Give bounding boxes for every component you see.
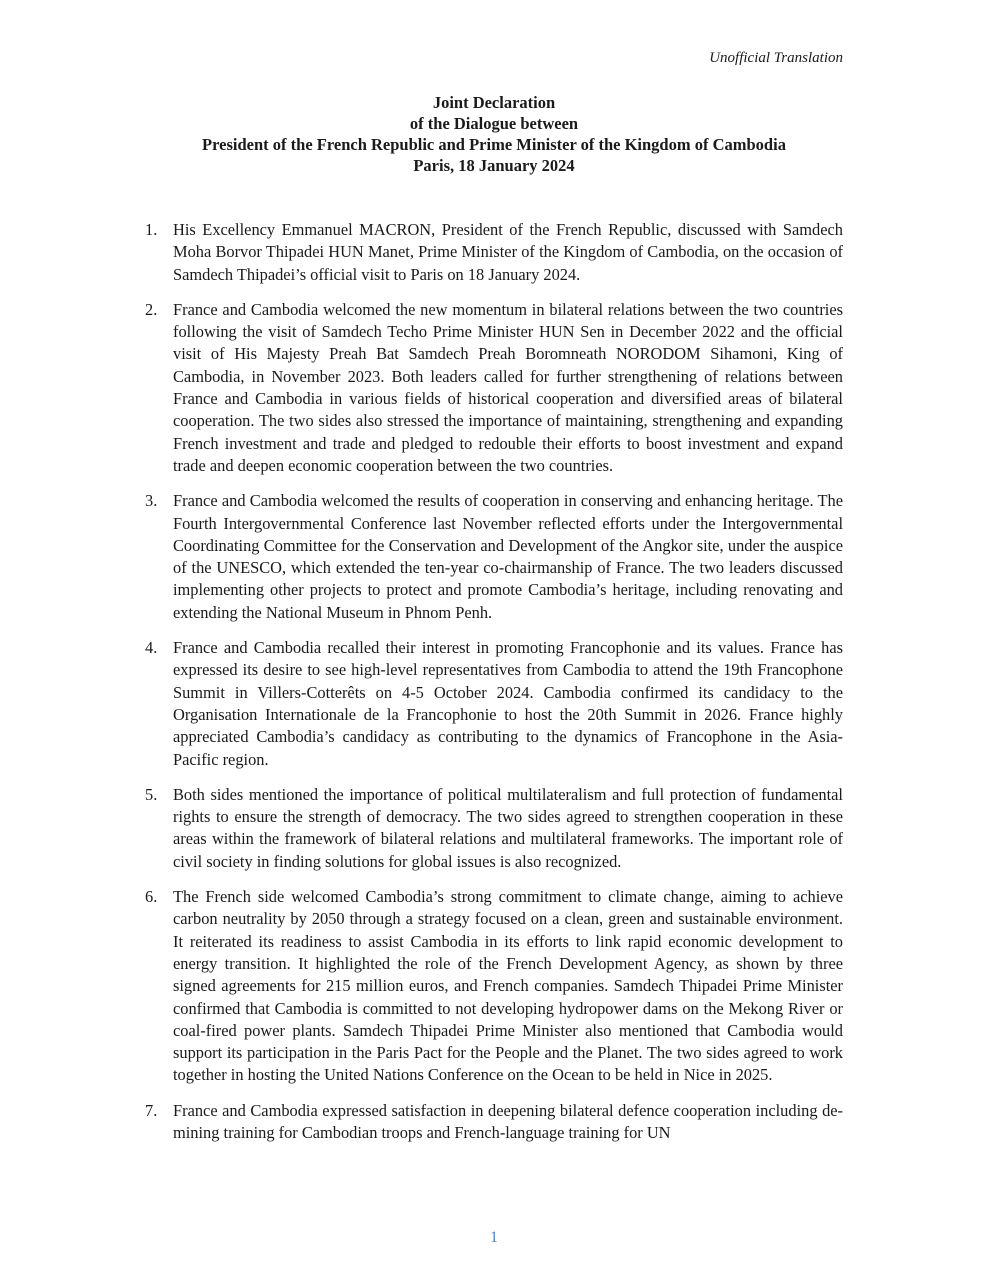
paragraph-5 bbox=[145, 784, 843, 873]
page-number: 1 bbox=[490, 1229, 498, 1246]
title-line-3: President of the French Republic and Prime Minister of the Kingdom of Cambodia bbox=[202, 135, 786, 154]
title-line-4: Paris, 18 January 2024 bbox=[413, 156, 575, 175]
unofficial-translation-note: Unofficial Translation bbox=[709, 50, 843, 66]
paragraph-list bbox=[145, 219, 843, 1157]
paragraph-text: His Excellency Emmanuel MACRON, President of the French Republic, discussed with Samdech Moha Borvor Thipadei HUN Manet, Prime Minister of the Kingdom of Cambodia, on the occasion of Samdech Thipadei’s official visit to Paris on 18 January 2024. bbox=[173, 220, 843, 284]
paragraph-text: France and Cambodia recalled their interest in promoting Francophonie and its values. France has expressed its desire to see high-level representatives from Cambodia to attend the 19th Francophone Summit in Villers-Cotterêts on 4-5 October 2024. Cambodia confirmed its candidacy to the Organisation Internationale de la Francophonie to host the 20th Summit in 2026. France highly appreciated Cambodia’s candidacy as contributing to the dynamics of Francophone in the Asia-Pacific region. bbox=[173, 638, 843, 769]
declaration-title bbox=[0, 92, 982, 176]
paragraph-1 bbox=[145, 219, 843, 286]
paragraph-number: 7. bbox=[145, 1100, 158, 1120]
paragraph-number: 6. bbox=[145, 887, 158, 907]
paragraph-text: France and Cambodia expressed satisfaction in deepening bilateral defence cooperation including de-mining training for Cambodian troops and French-language training for UN bbox=[173, 1100, 843, 1142]
title-line-1: Joint Declaration bbox=[432, 93, 556, 112]
paragraph-number: 4. bbox=[145, 638, 158, 658]
paragraph-2 bbox=[145, 299, 843, 477]
paragraph-text: The French side welcomed Cambodia’s strong commitment to climate change, aiming to achieve carbon neutrality by 2050 through a strategy focused on a clean, green and sustainable environment. It reiterated its readiness to assist Cambodia in its efforts to link rapid economic development to energy transition. It highlighted the role of the French Development Agency, as shown by three signed agreements for 215 million euros, and French companies. Samdech Thipadei Prime Minister confirmed that Cambodia is committed to not developing hydropower dams on the Mekong River or coal-fired power plants. Samdech Thipadei Prime Minister also mentioned that Cambodia would support its participation in the Paris Pact for the People and the Planet. The two sides agreed to work together in hosting the United Nations Conference on the Ocean to be held in Nice in 2025. bbox=[173, 887, 843, 1085]
paragraph-number: 2. bbox=[145, 299, 158, 319]
paragraph-number: 5. bbox=[145, 784, 158, 804]
paragraph-6 bbox=[145, 886, 843, 1087]
paragraph-number: 1. bbox=[145, 220, 158, 239]
title-line-2: of the Dialogue between bbox=[409, 114, 579, 133]
paragraph-3 bbox=[145, 490, 843, 624]
paragraph-text: France and Cambodia welcomed the results of cooperation in conserving and enhancing heritage. The Fourth Intergovernmental Conference last November reflected efforts under the Intergovernmental Coordinating Committee for the Conservation and Development of the Angkor site, under the auspice of the UNESCO, which extended the ten-year co-chairmanship of France. The two leaders discussed implementing other projects to protect and promote Cambodia’s heritage, including renovating and extending the National Museum in Phnom Penh. bbox=[173, 491, 843, 622]
paragraph-number: 3. bbox=[145, 491, 158, 511]
paragraph-text: Both sides mentioned the importance of political multilateralism and full protection of fundamental rights to ensure the strength of democracy. The two sides agreed to strengthen cooperation in these areas within the framework of bilateral relations and multilateral frameworks. The important role of civil society in finding solutions for global issues is also recognized. bbox=[173, 784, 843, 871]
paragraph-text: France and Cambodia welcomed the new momentum in bilateral relations between the two countries following the visit of Samdech Techo Prime Minister HUN Sen in December 2022 and the official visit of His Majesty Preah Bat Samdech Preah Boromneath NORODOM Sihamoni, King of Cambodia, in November 2023. Both leaders called for further strengthening of relations between France and Cambodia in various fields of historical cooperation and diversified areas of bilateral cooperation. The two sides also stressed the importance of maintaining, strengthening and expanding French investment and trade and pledged to redouble their efforts to boost investment and expand trade and deepen economic cooperation between the two countries. bbox=[173, 299, 843, 475]
paragraph-4 bbox=[145, 637, 843, 771]
paragraph-7 bbox=[145, 1100, 843, 1145]
